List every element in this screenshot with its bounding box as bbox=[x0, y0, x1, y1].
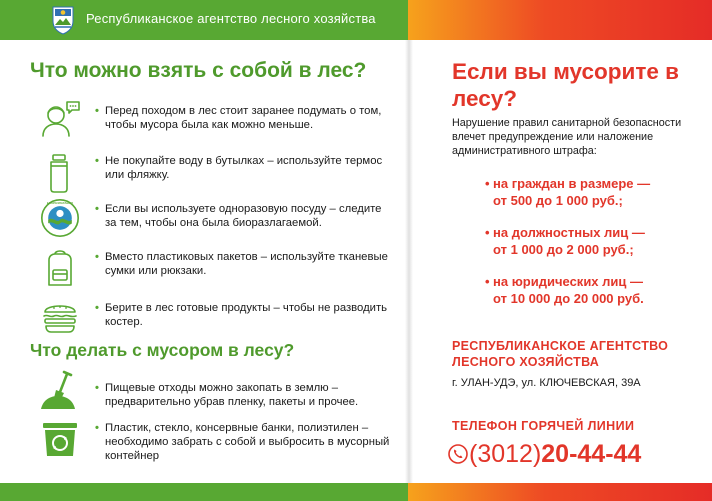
burger-icon bbox=[38, 295, 82, 335]
tip-biodegradable-dishes bbox=[96, 202, 396, 230]
fine-amount: от 10 000 до 20 000 руб. bbox=[493, 291, 644, 306]
fine-line: на должностных лиц — bbox=[493, 225, 645, 240]
person-thinking-icon bbox=[38, 98, 82, 138]
fines-intro: Нарушение правил санитарной безопасности влечет предупреждение или наложение административного штрафа: bbox=[452, 117, 682, 157]
thermos-icon bbox=[38, 153, 82, 193]
fine-amount: от 1 000 до 2 000 руб.; bbox=[493, 242, 634, 257]
fine-amount: от 500 до 1 000 руб.; bbox=[493, 193, 623, 208]
fine-officials bbox=[486, 224, 706, 258]
fine-line: на юридических лиц — bbox=[493, 274, 644, 289]
tip-plan-ahead bbox=[96, 104, 396, 132]
agency-header-title: Республиканское агентство лесного хозяйства bbox=[86, 11, 376, 26]
hotline-label: ТЕЛЕФОН ГОРЯЧЕЙ ЛИНИИ bbox=[452, 419, 635, 433]
footer-bar-left bbox=[0, 483, 408, 501]
tip-text: Перед походом в лес стоит заранее подумать о том, чтобы мусора была как можно меньше. bbox=[105, 105, 382, 131]
section-title-trash: Что делать с мусором в лесу? bbox=[30, 340, 295, 360]
tip-take-plastic-home bbox=[96, 421, 396, 463]
fine-legal-entities bbox=[486, 273, 706, 307]
tip-text: Пластик, стекло, консервные банки, полиэтилен – необходимо забрать с собой и выбросить в мусорный контейнер bbox=[105, 422, 390, 462]
tip-text: Берите в лес готовые продукты – чтобы не разводить костер. bbox=[105, 302, 388, 328]
phone-number: 20-44-44 bbox=[541, 440, 642, 468]
page-fold bbox=[405, 40, 413, 483]
bullet: • bbox=[95, 155, 99, 167]
bullet: • bbox=[95, 105, 99, 117]
badge-text: БИОРАЗЛАГАЕМО bbox=[46, 200, 74, 205]
bullet: • bbox=[95, 203, 99, 215]
tip-text: Вместо пластиковых пакетов – используйте тканевые сумки или рюкзаки. bbox=[105, 251, 388, 277]
agency-name bbox=[452, 338, 668, 370]
agency-name-line2: ЛЕСНОГО ХОЗЯЙСТВА bbox=[452, 355, 600, 369]
tip-ready-food bbox=[96, 301, 396, 329]
coat-of-arms-icon bbox=[52, 5, 74, 35]
tip-text: Если вы используете одноразовую посуду – следите за тем, чтобы она была биоразлагаемой. bbox=[105, 203, 382, 229]
biodegradable-badge-icon bbox=[38, 198, 82, 238]
footer-bar-right bbox=[408, 483, 712, 501]
tip-text: Не покупайте воду в бутылках – используйте термос или фляжку. bbox=[105, 155, 383, 181]
tip-bury-food-waste bbox=[96, 381, 396, 409]
bullet: • bbox=[485, 274, 490, 289]
phone-area-code: (3012) bbox=[469, 440, 542, 468]
fine-citizens bbox=[486, 175, 706, 209]
phone-icon bbox=[448, 444, 468, 464]
agency-address: г. УЛАН-УДЭ, ул. КЛЮЧЕВСКАЯ, 39А bbox=[452, 377, 641, 389]
bullet: • bbox=[485, 176, 490, 191]
shovel-dirt-icon bbox=[38, 370, 82, 410]
bullet: • bbox=[95, 251, 99, 263]
bullet: • bbox=[95, 382, 99, 394]
bullet: • bbox=[485, 225, 490, 240]
tip-fabric-bags bbox=[96, 250, 396, 278]
bullet: • bbox=[95, 302, 99, 314]
tip-text: Пищевые отходы можно закопать в землю – предварительно убрав пленку, пакеты и прочее. bbox=[105, 382, 359, 408]
hotline-phone[interactable] bbox=[448, 440, 641, 469]
agency-name-line1: РЕСПУБЛИКАНСКОЕ АГЕНТСТВО bbox=[452, 339, 669, 353]
fine-line: на граждан в размере — bbox=[493, 176, 651, 191]
bullet: • bbox=[95, 422, 99, 434]
tip-use-thermos bbox=[96, 154, 396, 182]
section-title-what-to-take: Что можно взять с собой в лес? bbox=[30, 59, 367, 82]
backpack-icon bbox=[38, 248, 82, 288]
recycling-bin-icon bbox=[38, 418, 82, 458]
header-bar-right bbox=[408, 0, 712, 40]
fines-title: Если вы мусорите в лесу? bbox=[452, 59, 679, 111]
